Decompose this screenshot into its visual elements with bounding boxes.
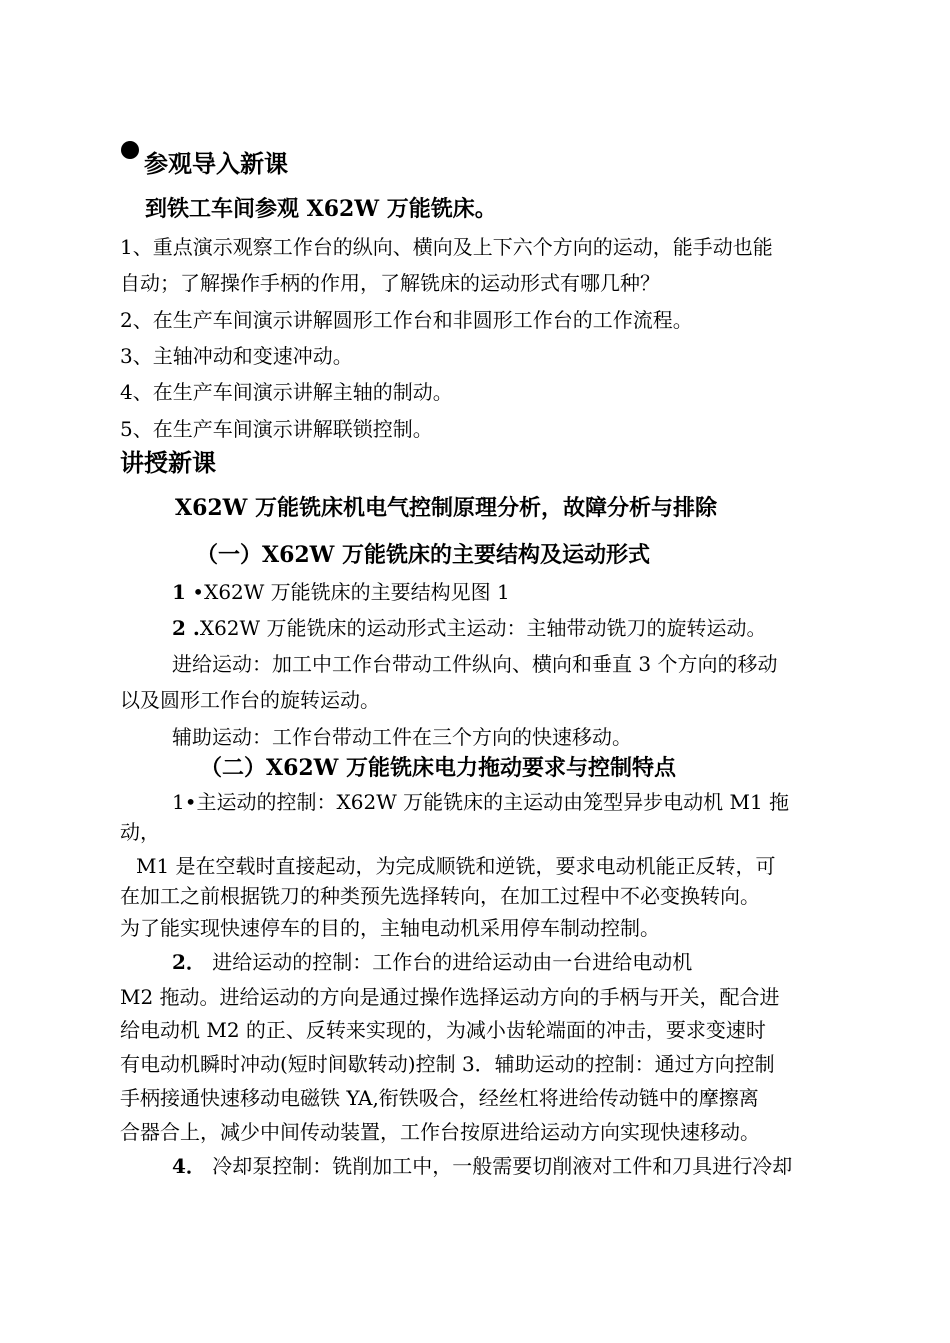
item-number: 2． xyxy=(172,950,206,974)
paragraph-line: 1•主运动的控制：X62W 万能铣床的主运动由笼型异步电动机 M1 拖 xyxy=(172,790,790,814)
paragraph-line: 以及圆形工作台的旋转运动。 xyxy=(120,688,380,712)
item-text: •X62W 万能铣床的主要结构见图 1 xyxy=(192,580,510,604)
subheading-structure: （一）X62W 万能铣床的主要结构及运动形式 xyxy=(196,542,651,568)
paragraph-line: M1 是在空载时直接起动，为完成顺铣和逆铣，要求电动机能正反转，可 xyxy=(136,854,776,878)
item-text: 冷却泵控制：铣削加工中，一般需要切削液对工件和刀具进行冷却 xyxy=(212,1154,793,1178)
paragraph-line xyxy=(172,948,692,976)
list-item: 5、在生产车间演示讲解联锁控制。 xyxy=(120,417,433,441)
main-heading: X62W 万能铣床机电气控制原理分析，故障分析与排除 xyxy=(175,495,718,521)
list-item: 1、重点演示观察工作台的纵向、横向及上下六个方向的运动，能手动也能 xyxy=(120,235,773,259)
paragraph-line: 动， xyxy=(120,820,160,844)
section-title-lecture: 讲授新课 xyxy=(120,449,216,477)
item-number: 2 . xyxy=(172,616,200,640)
subheading-drive: （二）X62W 万能铣床电力拖动要求与控制特点 xyxy=(200,755,677,781)
item-number: 1 xyxy=(172,580,186,604)
paragraph-line: 为了能实现快速停车的目的，主轴电动机采用停车制动控制。 xyxy=(120,916,660,940)
item-text: 进给运动的控制：工作台的进给运动由一台进给电动机 xyxy=(212,950,693,974)
item-text: X62W 万能铣床的运动形式主运动：主轴带动铣刀的旋转运动。 xyxy=(199,616,767,640)
list-item: 自动；了解操作手柄的作用，了解铣床的运动形式有哪几种？ xyxy=(120,271,660,295)
bullet-icon xyxy=(121,141,139,159)
paragraph-line xyxy=(172,578,510,606)
paragraph-line: 进给运动：加工中工作台带动工件纵向、横向和垂直 3 个方向的移动 xyxy=(172,652,778,676)
paragraph-line: 给电动机 M2 的正、反转来实现的，为减小齿轮端面的冲击，要求变速时 xyxy=(120,1018,766,1042)
list-item: 4、在生产车间演示讲解主轴的制动。 xyxy=(120,380,453,404)
paragraph-line: 合器合上，减少中间传动装置，工作台按原进给运动方向实现快速移动。 xyxy=(120,1120,760,1144)
visit-subtitle: 到铁工车间参观 X62W 万能铣床。 xyxy=(145,196,497,222)
paragraph-line: 在加工之前根据铣刀的种类预先选择转向，在加工过程中不必变换转向。 xyxy=(120,884,760,908)
section-title-visit: 参观导入新课 xyxy=(144,150,288,178)
paragraph-line xyxy=(172,614,766,642)
item-number: 4． xyxy=(172,1154,206,1178)
paragraph-line: M2 拖动。进给运动的方向是通过操作选择运动方向的手柄与开关，配合进 xyxy=(120,985,780,1009)
paragraph-line: 有电动机瞬时冲动(短时间歇转动)控制 3．辅助运动的控制：通过方向控制 xyxy=(120,1052,775,1076)
list-item: 2、在生产车间演示讲解圆形工作台和非圆形工作台的工作流程。 xyxy=(120,308,693,332)
paragraph-line: 辅助运动：工作台带动工件在三个方向的快速移动。 xyxy=(172,725,632,749)
list-item: 3、主轴冲动和变速冲动。 xyxy=(120,344,353,368)
paragraph-line: 手柄接通快速移动电磁铁 YA,衔铁吸合，经丝杠将进给传动链中的摩擦离 xyxy=(120,1086,759,1110)
paragraph-line xyxy=(172,1152,792,1180)
